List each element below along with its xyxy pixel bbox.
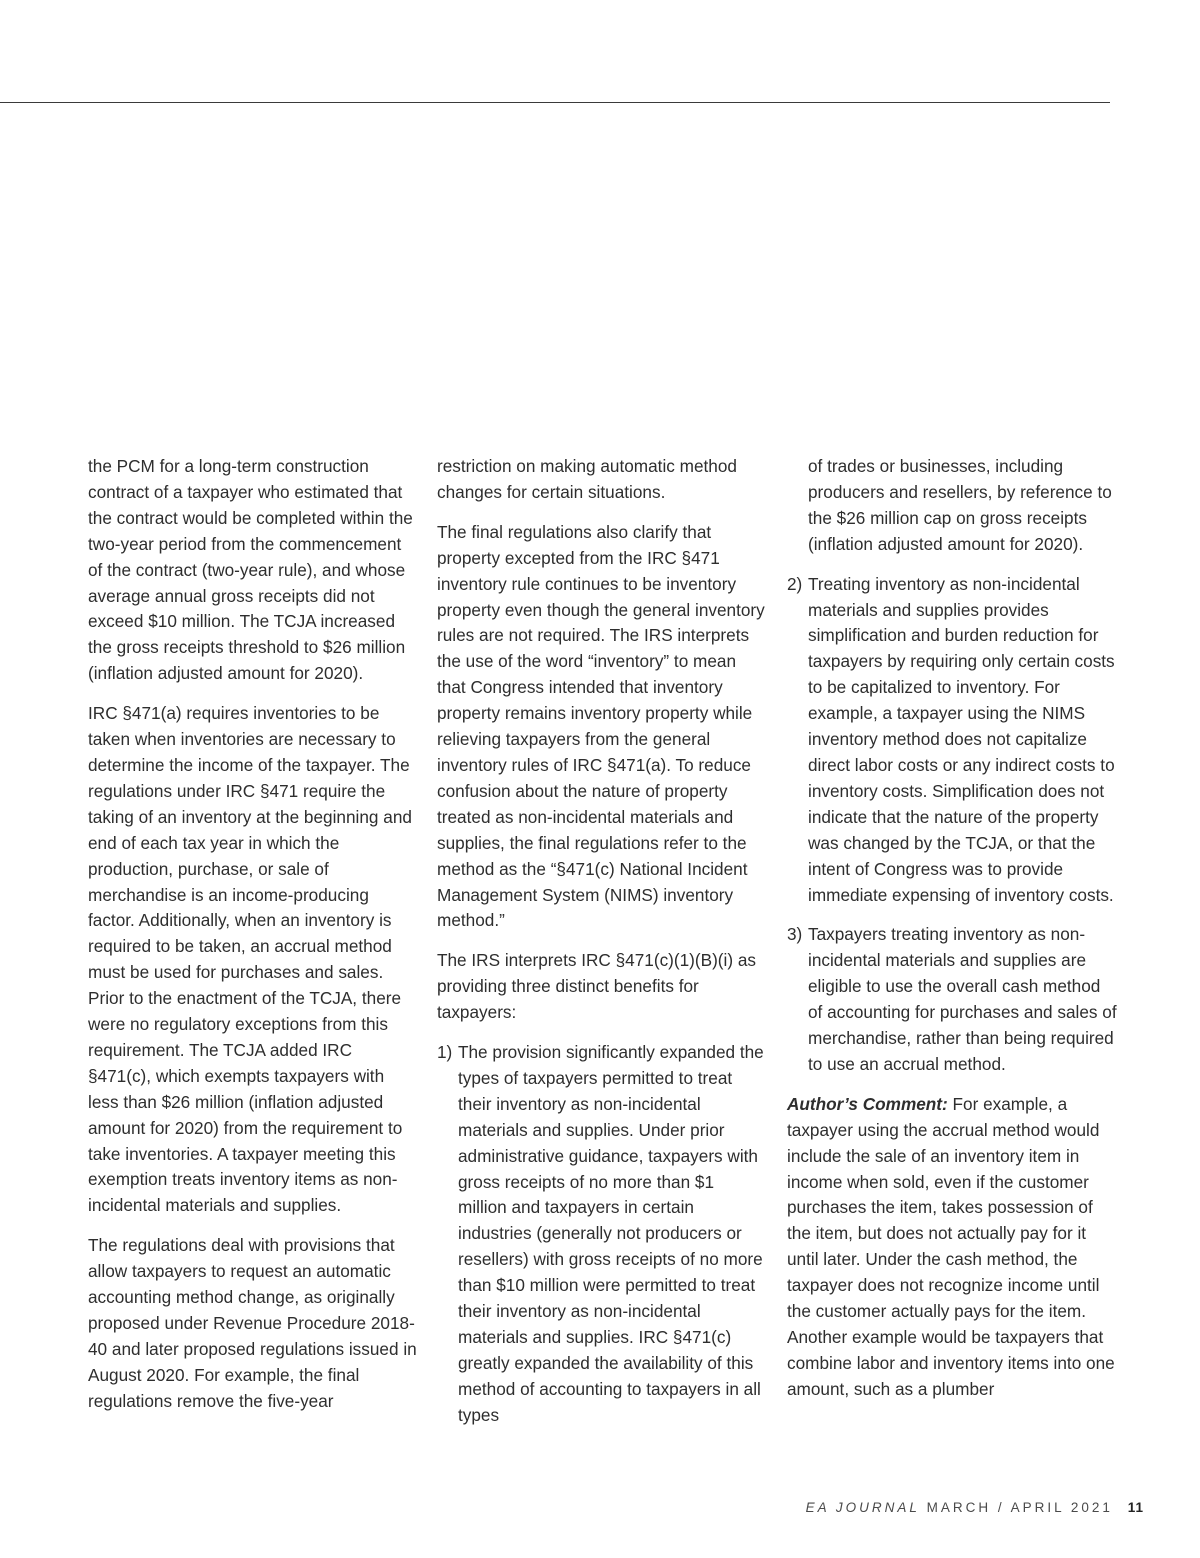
column-3 <box>787 454 1119 1417</box>
paragraph: The regulations deal with provisions that allow taxpayers to request an automatic accounting method change, as originally proposed under Revenue Procedure 2018-40 and later proposed regulations issued in August 2020. For example, the final regulations remove the five-year <box>88 1235 417 1411</box>
page-number: 11 <box>1127 1500 1144 1515</box>
paragraph: restriction on making automatic method changes for certain situations. <box>437 456 737 502</box>
issue-date: MARCH / APRIL 2021 <box>926 1500 1113 1515</box>
column-1 <box>88 454 418 1429</box>
header-rule <box>0 102 1110 103</box>
list-item-1-continued: of trades or businesses, including producers and resellers, by reference to the $26 million cap on gross receipts (inflation adjusted amount for 2020). <box>808 456 1112 554</box>
page-footer <box>806 1500 1144 1515</box>
list-number: 2) <box>787 573 803 594</box>
author-comment-text: For example, a taxpayer using the accrual method would include the sale of an inventory item in income when sold, even if the customer purchases the item, takes possession of the item, but does not actually pay for it until later. Under the cash method, the taxpayer does not recognize income until the customer actually pays for the item. Another example would be taxpayers that combine labor and inventory items into one amount, such as a plumber <box>787 1093 1115 1399</box>
list-number: 3) <box>787 924 803 945</box>
list-item-text: Taxpayers treating inventory as non-incidental materials and supplies are eligible to use the overall cash method of accounting for purchases and sales of merchandise, rather than being required to use an accrual method. <box>808 924 1117 1074</box>
list-item-3 <box>787 922 1119 1077</box>
list-item-text: The provision significantly expanded the types of taxpayers permitted to treat their inventory as non-incidental materials and supplies. Under prior administrative guidance, taxpayers with gross receipts of no more than $1 million and taxpayers in certain industries (generally not producers or resellers) with gross receipts of no more than $10 million were permitted to treat their inventory as non-incidental materials and supplies. IRC §471(c) greatly expanded the availability of this method of accounting to taxpayers in all types <box>458 1042 764 1425</box>
paragraph: The IRS interprets IRC §471(c)(1)(B)(i) as providing three distinct benefits for taxpayers: <box>437 950 757 1023</box>
list-item-1 <box>437 1040 767 1429</box>
paragraph: The final regulations also clarify that property excepted from the IRC §471 inventory rule continues to be inventory property even though the general inventory rules are not required. The IRS interprets the use of the word “inventory” to mean that Congress intended that inventory property remains inventory property while relieving taxpayers from the general inventory rules of IRC §471(a). To reduce confusion about the nature of property treated as non-incidental materials and supplies, the final regulations refer to the method as the “§471(c) National Incident Management System (NIMS) inventory method.” <box>437 521 765 931</box>
list-item-2 <box>787 572 1119 909</box>
journal-name: EA JOURNAL <box>805 1500 920 1515</box>
author-comment <box>787 1092 1119 1403</box>
author-comment-label: Author’s Comment: <box>787 1093 948 1114</box>
list-number: 1) <box>437 1042 453 1063</box>
list-item-text: Treating inventory as non-incidental materials and supplies provides simplification and burden reduction for taxpayers by requiring only certain costs to be capitalized to inventory. For example, a taxpayer using the NIMS inventory method does not capitalize direct labor costs or any indirect costs to inventory costs. Simplification does not indicate that the nature of the property was changed by the TCJA, or that the intent of Congress was to provide immediate expensing of inventory costs. <box>808 573 1115 905</box>
paragraph: the PCM for a long-term construction contract of a taxpayer who estimated that the contract would be completed within the two-year period from the commencement of the contract (two-year rule), and whose average annual gross receipts did not exceed $10 million. The TCJA increased the gross receipts threshold to $26 million (inflation adjusted amount for 2020). <box>88 456 413 684</box>
paragraph: IRC §471(a) requires inventories to be taken when inventories are necessary to determine the income of the taxpayer. The regulations under IRC §471 require the taking of an inventory at the beginning and end of each tax year in which the production, purchase, or sale of merchandise is an income-producing factor. Additionally, when an inventory is required to be taken, an accrual method must be used for purchases and sales. Prior to the enactment of the TCJA, there were no regulatory exceptions from this requirement. The TCJA added IRC §471(c), which exempts taxpayers with less than $26 million (inflation adjusted amount for 2020) from the requirement to take inventories. A taxpayer meeting this exemption treats inventory items as non-incidental materials and supplies. <box>88 703 412 1216</box>
column-2 <box>437 454 767 1443</box>
